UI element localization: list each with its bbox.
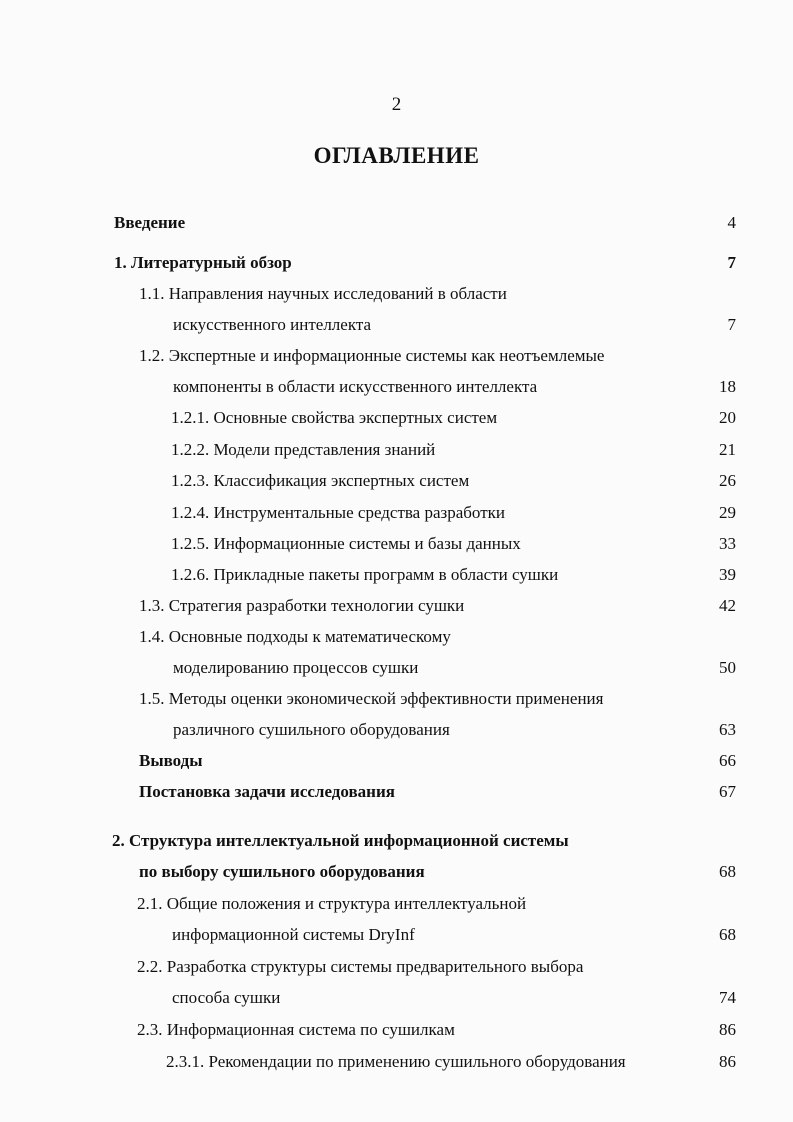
toc-entry-text: Выводы	[139, 751, 203, 770]
toc-entry-text: 1.2.5. Информационные системы и базы данных	[171, 534, 521, 553]
toc-entry-2-3-1[interactable]	[0, 1050, 793, 1074]
toc-entry-text: 2.3.1. Рекомендации по применению сушильного оборудования	[166, 1052, 626, 1071]
toc-entry-text: информационной системы DryInf	[172, 925, 415, 944]
toc-entry-1-2-1[interactable]	[0, 406, 793, 430]
toc-entry-page: 21	[719, 440, 736, 459]
toc-entry-text: моделированию процессов сушки	[173, 658, 419, 677]
toc-entry-page: 68	[719, 925, 736, 944]
page-title: ОГЛАВЛЕНИЕ	[313, 143, 480, 168]
toc-entry-text: 2. Структура интеллектуальной информационной системы	[112, 831, 569, 850]
toc-entry-text: Введение	[114, 213, 186, 232]
toc-entry-text: 1.5. Методы оценки экономической эффективности применения	[139, 689, 604, 708]
toc-entry-conclusions[interactable]	[0, 749, 793, 773]
toc-entry-page: 7	[727, 253, 736, 272]
toc-entry-1-2-line2[interactable]	[0, 375, 793, 399]
toc-entry-1-2-3[interactable]	[0, 469, 793, 493]
toc-entry-page: 63	[719, 720, 736, 739]
toc-entry-1-5-line1[interactable]	[0, 687, 793, 711]
toc-entry-1-2-line1[interactable]	[0, 344, 793, 368]
toc-entry-2-1-line1[interactable]	[0, 892, 793, 916]
toc-entry-text: различного сушильного оборудования	[173, 720, 450, 739]
toc-entry-2-2-line2[interactable]	[0, 986, 793, 1010]
toc-entry-1-2-6[interactable]	[0, 563, 793, 587]
toc-entry-chapter-1[interactable]	[0, 251, 793, 275]
toc-entry-page: 86	[719, 1020, 736, 1039]
toc-entry-page: 18	[719, 377, 736, 396]
toc-entry-text: компоненты в области искусственного интеллекта	[173, 377, 538, 396]
toc-entry-text: 1.1. Направления научных исследований в области	[139, 284, 507, 303]
toc-entry-text: 1.3. Стратегия разработки технологии сушки	[139, 596, 465, 615]
toc-entry-1-4-line1[interactable]	[0, 625, 793, 649]
toc-entry-1-1-line1[interactable]	[0, 282, 793, 306]
toc-entry-chapter-2-line1[interactable]	[0, 829, 793, 853]
toc-entry-problem-statement[interactable]	[0, 780, 793, 804]
toc-entry-page: 66	[719, 751, 736, 770]
toc-entry-text: 1.2.4. Инструментальные средства разработки	[171, 503, 505, 522]
toc-entry-page: 50	[719, 658, 736, 677]
toc-entry-page: 86	[719, 1052, 736, 1071]
toc-entry-text: 1.2.2. Модели представления знаний	[171, 440, 436, 459]
toc-entry-page: 74	[719, 988, 736, 1007]
toc-entry-1-4-line2[interactable]	[0, 656, 793, 680]
toc-entry-text: Постановка задачи исследования	[139, 782, 395, 801]
toc-entry-chapter-2-line2[interactable]	[0, 860, 793, 884]
toc-entry-text: искусственного интеллекта	[173, 315, 372, 334]
toc-entry-1-1-line2[interactable]	[0, 313, 793, 337]
toc-entry-intro[interactable]	[0, 211, 793, 235]
toc-entry-text: 1.2.3. Классификация экспертных систем	[171, 471, 470, 490]
toc-entry-text: 1.2.1. Основные свойства экспертных систем	[171, 408, 498, 427]
toc-entry-page: 7	[727, 315, 736, 334]
toc-entry-page: 33	[719, 534, 736, 553]
toc-entry-1-5-line2[interactable]	[0, 718, 793, 742]
toc-entry-1-2-4[interactable]	[0, 501, 793, 525]
toc-entry-1-3[interactable]	[0, 594, 793, 618]
toc-entry-page: 26	[719, 471, 736, 490]
toc-entry-page: 29	[719, 503, 736, 522]
toc-entry-text: 1.2. Экспертные и информационные системы как неотъемлемые	[139, 346, 605, 365]
toc-entry-text: способа сушки	[172, 988, 281, 1007]
page-number: 2	[391, 94, 402, 115]
toc-entry-text: 1.2.6. Прикладные пакеты программ в области сушки	[171, 565, 559, 584]
toc-entry-page: 20	[719, 408, 736, 427]
toc-entry-text: 2.1. Общие положения и структура интеллектуальной	[137, 894, 527, 913]
toc-entry-text: по выбору сушильного оборудования	[139, 862, 425, 881]
toc-entry-text: 2.2. Разработка структуры системы предварительного выбора	[137, 957, 584, 976]
toc-entry-page: 4	[727, 213, 736, 232]
toc-entry-page: 42	[719, 596, 736, 615]
toc-entry-text: 1. Литературный обзор	[114, 253, 292, 272]
toc-entry-2-1-line2[interactable]	[0, 923, 793, 947]
toc-entry-page: 68	[719, 862, 736, 881]
toc-entry-2-2-line1[interactable]	[0, 955, 793, 979]
toc-entry-page: 39	[719, 565, 736, 584]
toc-entry-2-3[interactable]	[0, 1018, 793, 1042]
toc-entry-1-2-2[interactable]	[0, 438, 793, 462]
toc-entry-text: 2.3. Информационная система по сушилкам	[137, 1020, 455, 1039]
toc-entry-page: 67	[719, 782, 736, 801]
toc-entry-text: 1.4. Основные подходы к математическому	[139, 627, 451, 646]
toc-entry-1-2-5[interactable]	[0, 532, 793, 556]
